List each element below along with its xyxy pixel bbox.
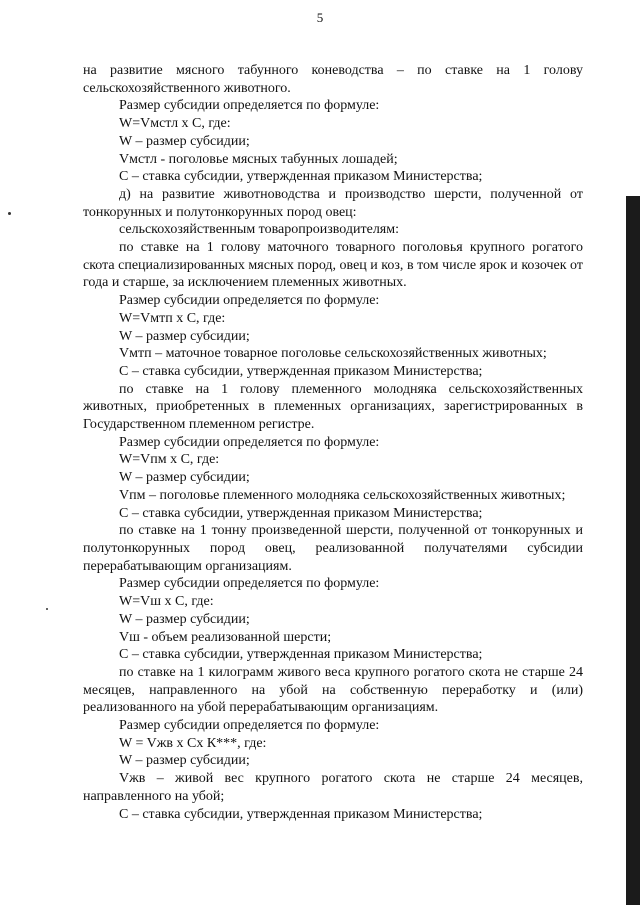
scan-edge-bar [626,196,640,905]
paragraph: Vмтп – маточное товарное поголовье сельскохозяйственных животных; [119,346,547,362]
formula-line: W=Vмтп х С, где: [119,310,226,326]
paragraph: по ставке на 1 тонну произведенной шерсти, полученной от тонкорунных и полутонкорунных пород овец, реализованной получателями субсидии перерабатывающим организациям. [83,523,583,574]
paragraph: Vжв – живой вес крупного рогатого скота не старше 24 месяцев, направленного на убой; [83,771,583,804]
formula-line: W=Vш х С, где: [119,594,214,610]
paragraph: Размер субсидии определяется по формуле: [119,98,380,114]
page-number: 5 [316,10,324,25]
paragraph: С – ставка субсидии, утвержденная приказом Министерства; [119,169,483,185]
scan-speck [8,212,11,215]
formula-line: W=Vмстл х С, где: [119,116,231,132]
paragraph: Vмстл - поголовье мясных табунных лошадей; [119,151,398,167]
paragraph: W – размер субсидии; [119,328,250,344]
paragraph: по ставке на 1 голову маточного товарного поголовья крупного рогатого скота специализированных мясных пород, овец и коз, в том числе ярок и козочек от года и старше, за исключением племенных животных. [83,240,583,291]
paragraph: Vпм – поголовье племенного молодняка сельскохозяйственных животных; [119,487,566,503]
paragraph: Размер субсидии определяется по формуле: [119,718,380,734]
paragraph: Размер субсидии определяется по формуле: [119,576,380,592]
paragraph: Размер субсидии определяется по формуле: [119,434,380,450]
paragraph: С – ставка субсидии, утвержденная приказом Министерства; [119,647,483,663]
paragraph: С – ставка субсидии, утвержденная приказом Министерства; [119,806,483,822]
paragraph: сельскохозяйственным товаропроизводителям: [119,222,399,238]
paragraph: С – ставка субсидии, утвержденная приказом Министерства; [119,363,483,379]
formula-line: W=Vпм х С, где: [119,452,220,468]
paragraph: на развитие мясного табунного коневодства – по ставке на 1 голову сельскохозяйственного животного. [83,63,583,96]
paragraph: Vш - объем реализованной шерсти; [119,629,332,645]
paragraph: по ставке на 1 килограмм живого веса крупного рогатого скота не старше 24 месяцев, направленного на убой на собственную переработку и (или) реализованного на убой перерабатывающим организациям. [83,664,583,716]
document-body [83,62,583,823]
paragraph: Размер субсидии определяется по формуле: [119,293,380,309]
paragraph: по ставке на 1 голову племенного молодняка сельскохозяйственных животных, приобретенных в племенных организациях, зарегистрированных в Государственном племенном регистре. [83,381,583,433]
paragraph: W – размер субсидии; [119,133,250,149]
scan-speck [46,608,48,610]
paragraph: д) на развитие животноводства и производство шерсти, полученной от тонкорунных и полутонкорунных пород овец: [83,186,583,220]
paragraph: С – ставка субсидии, утвержденная приказом Министерства; [119,505,483,521]
formula-line: W = Vжв х Сх К***, где: [119,735,267,751]
paragraph: W – размер субсидии; [119,470,250,486]
paragraph: W – размер субсидии; [119,611,250,627]
paragraph: W – размер субсидии; [119,753,250,769]
